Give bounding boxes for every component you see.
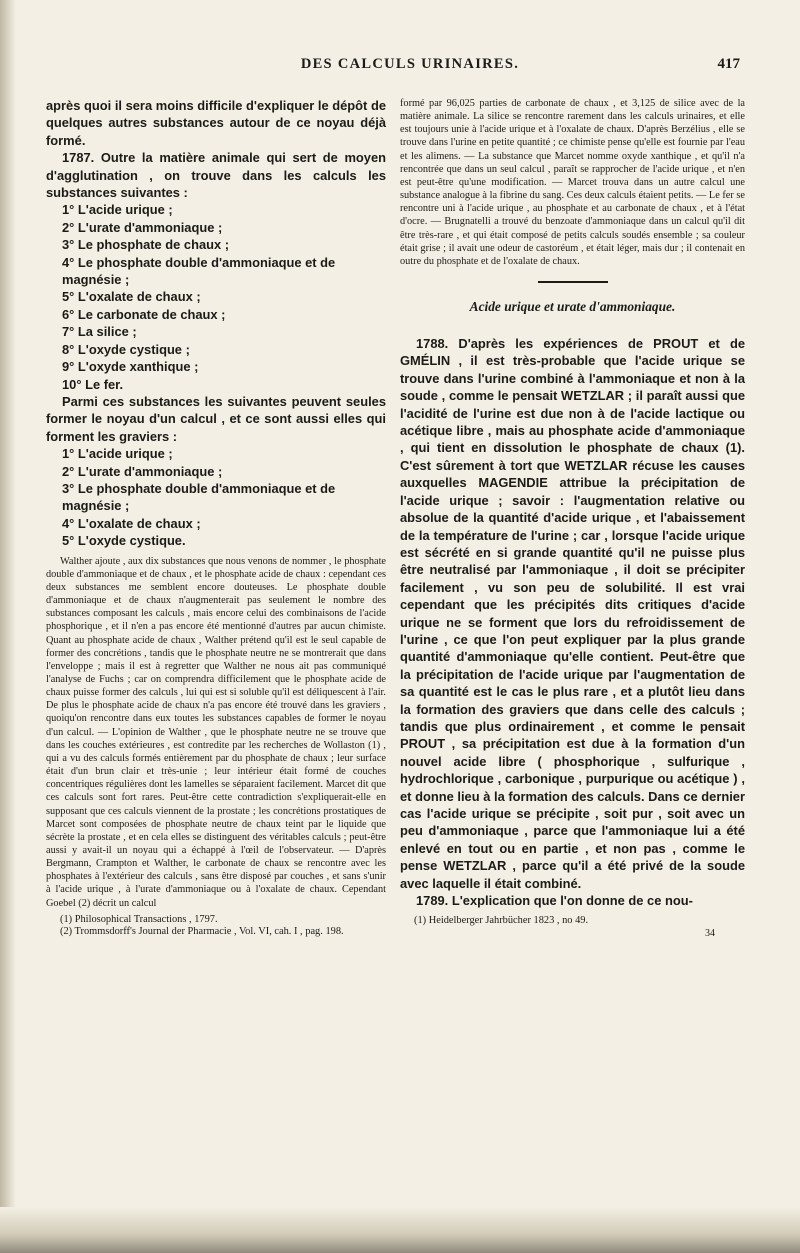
book-spine-shadow (0, 0, 16, 1253)
paragraph-1789: 1789. L'explication que l'on donne de ce nou- (416, 893, 693, 909)
list-item: 4° L'oxalate de chaux ; (62, 515, 201, 531)
paragraph-parmi: Parmi ces substances les suivantes peuvent seules former le noyau d'un calcul , et ce sont aussi elles qui forment les graviers : (46, 393, 386, 444)
list-item: 2° L'urate d'ammoniaque ; (62, 219, 223, 235)
running-head-title: DES CALCULS URINAIRES. (300, 56, 520, 72)
list-item: 1° L'acide urique ; (62, 202, 173, 218)
list-item: 8° L'oxyde cystique ; (62, 341, 190, 357)
continuation-paragraph: formé par 96,025 parties de carbonate de chaux , et 3,125 de silice avec de la matière animale. La silice se rencontre rarement dans les calculs urinaires, et elle est toujours unie à l'acide urique et à l'oxalate de chaux. D'après Berzélius , elle se trouve dans l'urine en petite quantité ; ce chimiste pense qu'elle est fournie par l'eau et les alimens. — La substance que Marcet nomme oxyde xanthique , et qu'il n'a rencontrée que dans un seul calcul , paraît se rapprocher de l'acide urique , et n'en est peut-être qu'une modification. — Marcet trouva dans un autre calcul une substance analogue à la fibrine du sang. Ces deux calculs étaient petits. — Le fer se rencontre uni à l'acide urique , au phosphate et au carbonate de chaux , et à l'état d'ocre. — Brugnatelli a trouvé du benzoate d'ammoniaque dans un calcul qu'il dit être très-rare , et qui était composé de petits calculs soudés ensemble ; sa couleur était grise ; il avait une odeur de castoréum , et était léger, mais dur ; il contenait en outre du phosphate et de l'oxalate de chaux. (400, 98, 745, 267)
left-column (46, 97, 386, 939)
page-bottom-edge (0, 1207, 800, 1253)
list-item: 2° L'urate d'ammoniaque ; (62, 463, 223, 479)
list-item: 10° Le fer. (62, 376, 124, 392)
list-item: 7° La silice ; (62, 324, 137, 340)
nucleus-substances-list (46, 445, 386, 549)
footnote-right-1: (1) Heidelberger Jahrbücher 1823 , no 49. (414, 915, 589, 927)
list-item: 6° Le carbonate de chaux ; (62, 306, 226, 322)
list-item: 3° Le phosphate de chaux ; (62, 237, 230, 253)
list-item: 5° L'oxalate de chaux ; (62, 289, 201, 305)
list-item: 5° L'oxyde cystique. (62, 533, 186, 549)
section-title: Acide urique et urate d'ammoniaque. (469, 299, 676, 315)
intro-paragraph: après quoi il sera moins difficile d'expliquer le dépôt de quelques autres substances autour de ce noyau déjà formé. (46, 98, 386, 148)
right-column (400, 97, 745, 940)
footnotes-left (46, 914, 386, 939)
list-item: 1° L'acide urique ; (62, 446, 173, 462)
signature-mark: 34 (705, 928, 715, 940)
list-item: 3° Le phosphate double d'ammoniaque et de magnésie ; (62, 480, 336, 514)
substances-list (46, 201, 386, 392)
footnote-2: (2) Trommsdorff's Journal der Pharmacie , Vol. VI, cah. I , pag. 198. (60, 926, 344, 938)
page-number: 417 (717, 56, 740, 72)
paragraph-1788: 1788. D'après les expériences de PROUT et de GMÉLIN , il est très-probable que l'acide urique se trouve dans l'urine combiné à l'ammoniaque et non à la soude , comme le pensait WETZLAR ; il paraît aussi que l'acidité de l'urine est due non à de l'acide lactique ou acétique libre , mais au phosphate acide d'ammoniaque , qui tient en dissolution le phosphate de chaux (1). C'est sûrement à tort que WETZLAR récuse les causes auxquelles MAGENDIE attribue la précipitation de l'acide urique ; savoir : l'augmentation relative ou absolue de la quantité d'acide urique , et l'abaissement de la température de l'urine ; car , lorsque l'acide urique est sécrété en si grande quantité qu'il ne puisse plus être neutralisé par l'ammoniaque , il doit se précipiter facilement , vu son peu de solubilité. Il est vrai cependant que les précipités dits critiques d'acide urique ne se forment que lors du refroidissement de l'urine , ce que l'on peut expliquer par la plus grande quantité d'ammoniaque qu'elle contient. Peut-être que la précipitation de l'acide urique par l'augmentation de sa quantité est le cas le plus rare , et a plutôt lieu dans la formation des graviers que dans celle des calculs ; tandis que plus ordinairement , et comme le pensait PROUT , sa précipitation est due à la formation d'un nouvel acide libre ( phosphorique , sulfurique , hydrochlorique , carbonique , purpurique ou acétique ) , et donne lieu à la formation des calculs. Dans ce dernier cas l'acide urique se précipite , soit pur , soit avec un peu d'ammoniaque , parce que l'ammoniaque lui a été enlevé en tout ou en partie , et non pas , comme le pense WETZLAR , parce qu'il a été privé de la soude avec laquelle il était combiné. (400, 336, 745, 891)
section-divider (538, 281, 608, 283)
paragraph-1787: 1787. Outre la matière animale qui sert de moyen d'agglutination , on trouve dans les calculs les substances suivantes : (46, 150, 386, 201)
walther-paragraph: Walther ajoute , aux dix substances que nous venons de nommer , le phosphate double d'ammoniaque et de chaux , et le phosphate acide de chaux : cependant ces deux substances me semblent encore douteuses. Le phosphate double d'ammoniaque et de chaux n'augmenterait pas seulement le nombre des substances composant les calculs , mais encore celui des combinaisons de l'acide phosphorique , et il n'en a pas encore été mentionné d'autres par aucun chimiste. Quant au phosphate acide de chaux , Walther prétend qu'il est le seul capable de former des concrétions , tandis que le phosphate neutre ne se montrerait que dans l'enveloppe ; mais il est à regretter que Walther ne nous ait pas communiqué l'analyse de Fuchs ; car on comprendra difficilement que le phosphate acide de chaux puisse former des calculs , lui qui est si soluble qu'il est déliquescent à l'air. De plus le phosphate acide de chaux n'a pas encore été trouvé dans les graviers , quoiqu'on rencontre dans eux toutes les substances capables de former le noyau d'un calcul. — L'opinion de Walther , que le phosphate neutre ne se trouve que dans les couches extérieures , est contredite par les recherches de Wollaston (1) , qui a vu des calculs formés entièrement par du phosphate de chaux ; leur surface était d'un brun clair et très-unie ; leur intérieur était formé de couches concentriques régulières dont les lamelles se séparaient facilement. Marcet dit que ces calculs sont fort rares. Peut-être cette contradiction s'expliquerait-elle en supposant que ces calculs viennent de la prostate ; les concrétions prostatiques de Marcet sont composées de phosphate neutre de chaux teint par le liquide que sécrète la prostate , et en cela elles se distinguent des véritables calculs ; peut-être aussi y avait-il un noyau qui a échappé à l'œil de l'observateur. — D'après Bergmann, Crampton et Walther, le carbonate de chaux se rencontre avec les phosphates à l'extérieur des calculs , sans être disposé par couches , et sans s'unir à l'acide urique , à l'urate d'ammoniaque ou à l'oxalate de chaux. Cependant Goebel (2) décrit un calcul (46, 555, 386, 909)
footnotes-right (400, 915, 745, 940)
footnote-1: (1) Philosophical Transactions , 1797. (60, 913, 218, 925)
list-item: 4° Le phosphate double d'ammoniaque et de magnésie ; (62, 254, 336, 288)
list-item: 9° L'oxyde xanthique ; (62, 359, 199, 375)
running-head (80, 56, 740, 78)
